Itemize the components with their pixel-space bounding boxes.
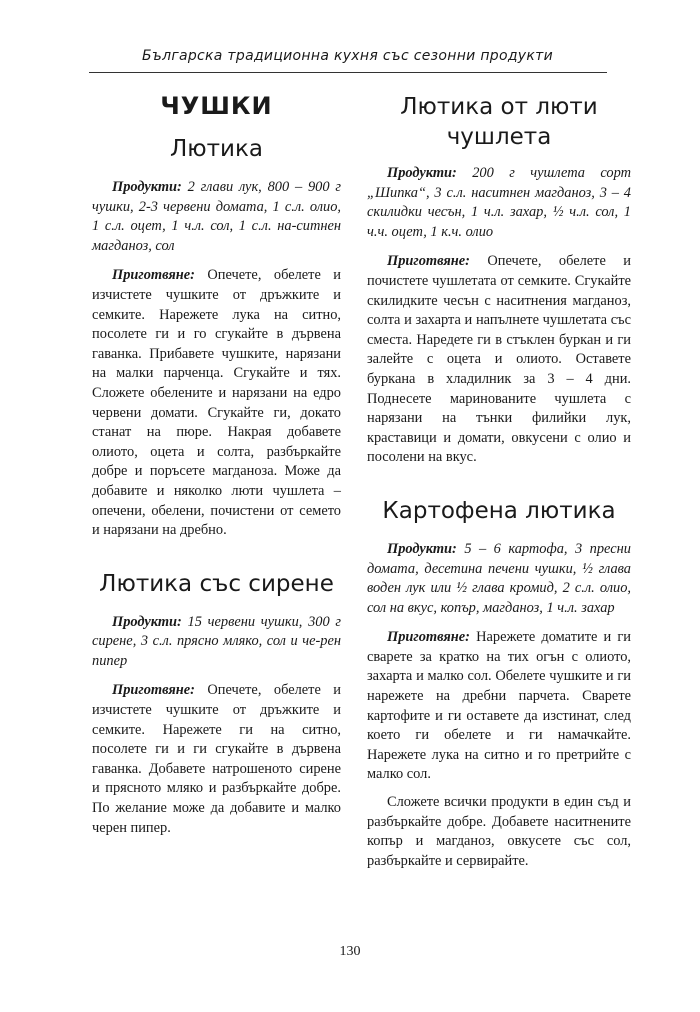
prep-label: Приготвяне: <box>112 267 195 284</box>
right-column <box>367 92 631 871</box>
products-text: 5 – 6 картофа, 3 пресни домата, десетина печени чушки, ½ глава воден лук или ½ глава кромид, 2 с.л. олио, сол на вкус, копър, магданоз, 1 ч.л. захар <box>367 540 631 616</box>
recipe-products <box>92 178 341 256</box>
recipe-title-lyutika-sirene: Лютика със сирене <box>99 570 334 597</box>
products-label: Продукти: <box>112 613 182 630</box>
recipe-products <box>367 540 631 618</box>
recipe-preparation <box>92 266 341 540</box>
prep-label: Приготвяне: <box>112 682 195 699</box>
products-text: 200 г чушлета сорт „Шипка“, 3 с.л. наситнен магданоз, 3 – 4 скилидки чесън, 1 ч.л. захар, ½ ч.л. сол, 1 ч.ч. оцет, 1 к.ч. олио <box>367 165 631 240</box>
recipe-preparation <box>92 681 341 838</box>
recipe-serving-note: Сложете всички продукти в един съд и разбъркайте добре. Добавете наситнените копър и магданоз, овкусете със сол, разбъркайте и сервирайте. <box>367 794 631 869</box>
products-text: 15 червени чушки, 300 г сирене, 3 с.л. прясно мляко, сол и че-рен пипер <box>92 613 341 669</box>
page-number: 130 <box>339 944 361 959</box>
chapter-title: ЧУШКИ <box>160 92 273 120</box>
recipe-title-kartofena-lyutika: Картофена лютика <box>382 497 616 524</box>
prep-label: Приготвяне: <box>387 629 470 646</box>
prep-text: Опечете, обелете и изчистете чушките от дръжките и семките. Нарежете лука на ситно, посолете ги и го сгукайте в дървена гаванка. Прибавете чушките, нарязани на малки парченца. Сгукайте и тях. Сложете обелените и нарязани на едро червени домати. Сгукайте ги, докато станат на пюре. Накрая добавете олиото, оцета и солта, разбъркайте добре и поръсете магданоза. Може да добавите и няколко люти чушлета – опечени, обелени, почистени от семето и нарязани на дребно. <box>92 267 341 539</box>
left-column <box>92 92 341 838</box>
prep-text: Опечете, обелете и изчистете чушките от дръжките и семките. Нарежете ги на ситно, посолете ги и ги сгукайте в дървена гаванка. Добавете натрошеното сирене и прясното мляко и разбъркайте добре. По желание може да добавите и малко черен пипер. <box>92 682 341 836</box>
products-text: 2 глави лук, 800 – 900 г чушки, 2-3 червени домата, 1 с.л. олио, 1 с.л. оцет, 1 ч.л. сол, 1 с.л. на-ситнен магданоз, сол <box>92 179 341 254</box>
recipe-products <box>367 164 631 242</box>
products-label: Продукти: <box>387 540 457 557</box>
prep-text: Нарежете доматите и ги сварете за кратко на тих огън с олиото, захарта и малко сол. Обелете чушките и ги нарежете на дребни парчета. Сварете картофите и ги оставете да изстинат, след което ги обелете и ги намачкайте. Нарежете лука на ситно и го претрийте с малко сол. <box>367 629 631 783</box>
recipe-preparation <box>367 252 631 468</box>
prep-text: Опечете, обелете и почистете чушлетата от семките. Сгукайте скилидките чесън с наситнения магданоз, солта и захарта и напълнете чушлетата със сместа. Наредете ги в стъклен буркан и ги залейте с оцета и олиото. Оставете буркана в хладилник за 3 – 4 дни. Поднесете маринованите чушлета с нарязани на тънки филийки лук, краставици и домати, овкусени с олио и посолени на вкус. <box>367 253 631 466</box>
recipe-preparation <box>367 628 631 785</box>
prep-label: Приготвяне: <box>387 253 470 270</box>
header-rule <box>89 72 607 73</box>
running-header: Българска традиционна кухня със сезонни продукти <box>141 48 554 64</box>
products-label: Продукти: <box>387 165 457 181</box>
products-label: Продукти: <box>112 179 182 195</box>
recipe-products <box>92 613 341 672</box>
recipe-title-lyutika: Лютика <box>170 136 263 162</box>
recipe-title-lyuti-chushleta: Лютика от люти чушлета <box>400 94 598 150</box>
